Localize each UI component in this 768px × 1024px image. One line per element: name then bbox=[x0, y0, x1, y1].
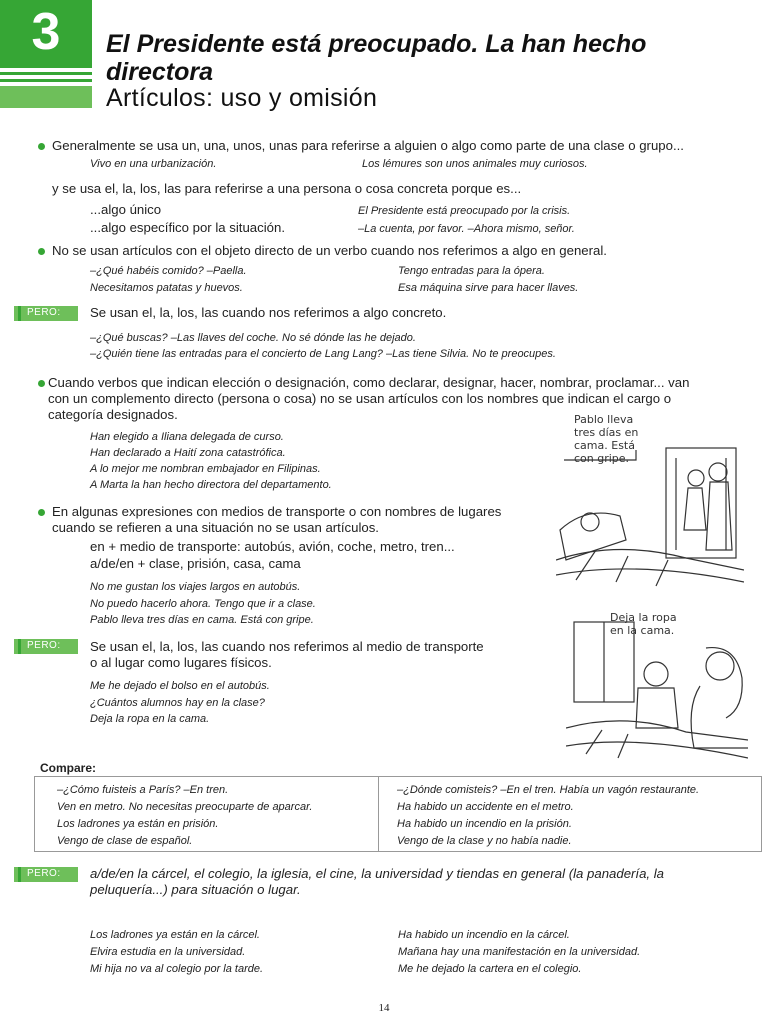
rule-text: Se usan el, la, los, las cuando nos referimos al medio de transporte bbox=[90, 639, 484, 654]
rule-text: y se usa el, la, los, las para referirse a una persona o cosa concreta porque es... bbox=[52, 181, 522, 196]
example: –¿Qué habéis comido? –Paella. bbox=[90, 265, 247, 277]
example: Pablo lleva tres días en cama. Está con gripe. bbox=[90, 614, 314, 626]
bullet bbox=[38, 248, 45, 255]
rule-text: con un complemento directo (persona o cosa) no se usan artículos con los nombres que indican el cargo o bbox=[48, 391, 672, 406]
compare-right: Vengo de la clase y no había nadie. bbox=[397, 835, 572, 847]
header-band bbox=[0, 86, 92, 108]
rule-text: en + medio de transporte: autobús, avión, coche, metro, tren... bbox=[90, 539, 455, 554]
rule-text: a/de/en + clase, prisión, casa, cama bbox=[90, 556, 301, 571]
example: Los lémures son unos animales muy curiosos. bbox=[362, 158, 588, 170]
compare-left: –¿Cómo fuisteis a París? –En tren. bbox=[57, 784, 229, 796]
example: Han declarado a Haití zona catastrófica. bbox=[90, 447, 286, 459]
example: Elvira estudia en la universidad. bbox=[90, 946, 246, 958]
speech-bubble-line: tres días en bbox=[574, 426, 639, 439]
rule-item: ...algo específico por la situación. bbox=[90, 220, 285, 235]
rule-text: Generalmente se usa un, una, unos, unas para referirse a alguien o algo como parte de una clase o grupo... bbox=[52, 138, 684, 153]
speech-bubble-line: Pablo lleva bbox=[574, 413, 634, 426]
compare-left: Vengo de clase de español. bbox=[57, 835, 193, 847]
rule-text: No se usan artículos con el objeto directo de un verbo cuando nos referimos a algo en general. bbox=[52, 243, 607, 258]
example: Ha habido un incendio en la cárcel. bbox=[398, 929, 570, 941]
rule-text: categoría designados. bbox=[48, 407, 178, 422]
example: Los ladrones ya están en la cárcel. bbox=[90, 929, 260, 941]
example: Me he dejado el bolso en el autobús. bbox=[90, 680, 270, 692]
compare-right: –¿Dónde comisteis? –En el tren. Había un vagón restaurante. bbox=[397, 784, 700, 796]
example: Mi hija no va al colegio por la tarde. bbox=[90, 963, 264, 975]
chapter-number-box bbox=[0, 0, 92, 68]
example: –¿Quién tiene las entradas para el concierto de Lang Lang? –Las tiene Silvia. No te preocupes. bbox=[90, 348, 556, 360]
example: Esa máquina sirve para hacer llaves. bbox=[398, 282, 579, 294]
example: A Marta la han hecho directora del departamento. bbox=[90, 479, 332, 491]
compare-divider bbox=[378, 777, 379, 851]
example: ¿Cuántos alumnos hay en la clase? bbox=[90, 697, 265, 709]
illustration-sick-boy bbox=[556, 410, 744, 588]
illustration-mother-clothes bbox=[566, 608, 748, 760]
chapter-number: 3 bbox=[31, 3, 61, 61]
pero-label: PERO: bbox=[14, 306, 78, 321]
header-rule bbox=[0, 72, 92, 75]
page-number: 14 bbox=[378, 1002, 390, 1014]
compare-heading: Compare: bbox=[40, 761, 97, 775]
example: Han elegido a Iliana delegada de curso. bbox=[90, 431, 284, 443]
speech-bubble-line: cama. Está bbox=[574, 439, 635, 452]
rule-text: cuando se refieren a una situación no se usan artículos. bbox=[52, 520, 379, 535]
rule-text: Cuando verbos que indican elección o designación, como declarar, designar, hacer, nombrar, proclamar... van bbox=[48, 375, 690, 390]
pero-label: PERO: bbox=[14, 639, 78, 654]
example: Mañana hay una manifestación en la universidad. bbox=[398, 946, 641, 958]
example: No puedo hacerlo ahora. Tengo que ir a clase. bbox=[90, 598, 316, 610]
example: Vivo en una urbanización. bbox=[90, 158, 217, 170]
bullet bbox=[38, 143, 45, 150]
example: Necesitamos patatas y huevos. bbox=[90, 282, 243, 294]
rule-text: a/de/en la cárcel, el colegio, la iglesia, el cine, la universidad y tiendas en general (la panadería, la bbox=[90, 866, 665, 881]
example: –¿Qué buscas? –Las llaves del coche. No sé dónde las he dejado. bbox=[90, 332, 416, 344]
example: Tengo entradas para la ópera. bbox=[398, 265, 545, 277]
example: No me gustan los viajes largos en autobús. bbox=[90, 581, 301, 593]
example: A lo mejor me nombran embajador en Filipinas. bbox=[90, 463, 321, 475]
pero-label: PERO: bbox=[14, 867, 78, 882]
page-title: El Presidente está preocupado. La han hecho directora bbox=[106, 30, 647, 86]
compare-left: Los ladrones ya están en prisión. bbox=[57, 818, 219, 830]
example: Deja la ropa en la cama. bbox=[90, 713, 210, 725]
rule-item: ...algo único bbox=[90, 202, 162, 217]
rule-text: En algunas expresiones con medios de transporte o con nombres de lugares bbox=[52, 504, 502, 519]
bullet bbox=[38, 509, 45, 516]
compare-table bbox=[34, 776, 762, 852]
speech-bubble-line: en la cama. bbox=[610, 624, 675, 637]
compare-left: Ven en metro. No necesitas preocuparte de aparcar. bbox=[57, 801, 313, 813]
rule-text: o al lugar como lugares físicos. bbox=[90, 655, 272, 670]
speech-bubble-line: Deja la ropa bbox=[610, 611, 677, 624]
bullet bbox=[38, 380, 45, 387]
example: El Presidente está preocupado por la crisis. bbox=[358, 205, 571, 217]
compare-right: Ha habido un incendio en la prisión. bbox=[397, 818, 572, 830]
example: –La cuenta, por favor. –Ahora mismo, señor. bbox=[358, 223, 575, 235]
page-subtitle: Artículos: uso y omisión bbox=[106, 84, 378, 112]
rule-text: Se usan el, la, los, las cuando nos referimos a algo concreto. bbox=[90, 305, 447, 320]
header-rule bbox=[0, 79, 92, 82]
speech-bubble-line: con gripe. bbox=[574, 452, 630, 465]
example: Me he dejado la cartera en el colegio. bbox=[398, 963, 582, 975]
compare-right: Ha habido un accidente en el metro. bbox=[397, 801, 574, 813]
rule-text: peluquería...) para situación o lugar. bbox=[90, 882, 301, 897]
